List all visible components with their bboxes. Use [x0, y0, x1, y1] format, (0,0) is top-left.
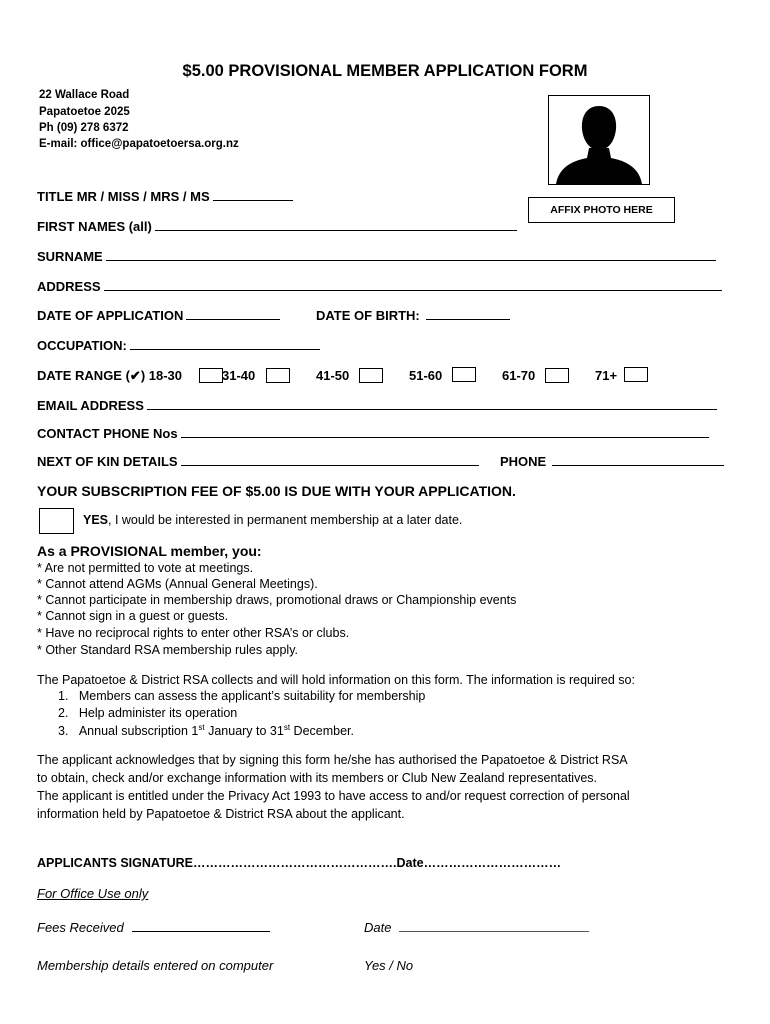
range-51-60-label: 51-60	[409, 368, 443, 383]
signature-field[interactable]: APPLICANTS SIGNATURE………………………………………….Date……………………………	[37, 856, 562, 870]
surname-label: SURNAME	[37, 249, 103, 264]
office-date-field[interactable]	[364, 919, 589, 935]
privacy-intro: The Papatoetoe & District RSA collects and will hold information on this form. The information is required so:	[37, 673, 635, 687]
privacy-paragraph-line: The applicant is entitled under the Privacy Act 1993 to have access to and/or request correction of personal	[37, 789, 630, 803]
yes-no-option[interactable]: Yes / No	[364, 958, 414, 973]
office-date-line	[399, 919, 589, 932]
first-names-line	[155, 218, 517, 231]
next-of-kin-line	[181, 453, 479, 466]
phone-line	[552, 453, 724, 466]
permanent-membership-checkbox[interactable]	[39, 508, 74, 534]
range-31-40-checkbox[interactable]	[266, 368, 290, 383]
range-71-plus-checkbox[interactable]	[624, 367, 648, 382]
occupation-field[interactable]	[37, 337, 320, 353]
fees-received-line	[132, 919, 270, 932]
title-field[interactable]	[37, 188, 293, 204]
email-label: EMAIL ADDRESS	[37, 398, 144, 413]
office-use-heading: For Office Use only	[37, 886, 149, 901]
phone-field[interactable]	[500, 453, 724, 469]
phone-line: Ph (09) 278 6372	[39, 122, 129, 134]
occupation-label: OCCUPATION:	[37, 338, 127, 353]
contact-phone-line	[181, 425, 709, 438]
range-31-40-label: 31-40	[222, 368, 256, 383]
privacy-paragraph-line: to obtain, check and/or exchange information with its members or Club New Zealand representatives.	[37, 771, 598, 785]
person-silhouette-icon	[549, 96, 649, 184]
range-41-50-checkbox[interactable]	[359, 368, 383, 383]
date-birth-field[interactable]	[316, 307, 510, 323]
address-line: Papatoetoe 2025	[39, 106, 130, 118]
contact-phone-label: CONTACT PHONE Nos	[37, 426, 178, 441]
fees-received-field[interactable]	[37, 919, 270, 935]
surname-field[interactable]	[37, 248, 716, 264]
yes-text: , I would be interested in permanent membership at a later date.	[108, 513, 463, 527]
contact-phone-field[interactable]	[37, 425, 709, 441]
email-line	[147, 397, 717, 410]
date-birth-line	[426, 307, 510, 320]
yes-label: YES	[83, 513, 109, 527]
provisional-item: * Cannot participate in membership draws, promotional draws or Championship events	[37, 593, 517, 607]
privacy-list-item: 1. Members can assess the applicant’s suitability for membership	[58, 689, 426, 703]
privacy-list-item: 3. Annual subscription 1st January to 31st December.	[58, 723, 354, 739]
permanent-membership-text	[83, 513, 462, 527]
subscription-notice: YOUR SUBSCRIPTION FEE OF $5.00 IS DUE WITH YOUR APPLICATION.	[37, 483, 516, 499]
date-application-label: DATE OF APPLICATION	[37, 308, 184, 323]
range-41-50-label: 41-50	[316, 368, 350, 383]
date-birth-label: DATE OF BIRTH:	[316, 308, 420, 323]
photo-placeholder	[548, 95, 650, 185]
occupation-line	[130, 337, 320, 350]
date-application-line	[186, 307, 280, 320]
title-line	[213, 188, 293, 201]
range-18-30-checkbox[interactable]	[199, 368, 223, 383]
address-input-line	[104, 278, 722, 291]
provisional-item: * Are not permitted to vote at meetings.	[37, 561, 254, 575]
membership-entered-label: Membership details entered on computer	[37, 958, 274, 973]
phone-label: PHONE	[500, 454, 547, 469]
email-line: E-mail: office@papatoetoersa.org.nz	[39, 138, 239, 150]
provisional-item: * Other Standard RSA membership rules apply.	[37, 643, 299, 657]
first-names-field[interactable]	[37, 218, 517, 234]
surname-line	[106, 248, 716, 261]
fees-received-label: Fees Received	[37, 920, 124, 935]
next-of-kin-field[interactable]	[37, 453, 479, 469]
range-71-plus-label: 71+	[595, 368, 618, 383]
privacy-list-item: 2. Help administer its operation	[58, 706, 238, 720]
privacy-paragraph-line: The applicant acknowledges that by signing this form he/she has authorised the Papatoetoe & District RSA	[37, 753, 628, 767]
privacy-paragraph-line: information held by Papatoetoe & District RSA about the applicant.	[37, 807, 405, 821]
first-names-label: FIRST NAMES (all)	[37, 219, 152, 234]
provisional-heading: As a PROVISIONAL member, you:	[37, 543, 262, 559]
range-51-60-checkbox[interactable]	[452, 367, 476, 382]
office-date-label: Date	[364, 920, 392, 935]
address-label: ADDRESS	[37, 279, 101, 294]
email-field[interactable]	[37, 397, 717, 413]
date-application-field[interactable]	[37, 307, 280, 323]
title-label: TITLE MR / MISS / MRS / MS	[37, 189, 210, 204]
form-title: $5.00 PROVISIONAL MEMBER APPLICATION FORM	[182, 62, 588, 80]
affix-photo-label: AFFIX PHOTO HERE	[528, 197, 675, 223]
address-line: 22 Wallace Road	[39, 89, 130, 101]
provisional-item: * Cannot sign in a guest or guests.	[37, 609, 229, 623]
next-of-kin-label: NEXT OF KIN DETAILS	[37, 454, 178, 469]
range-61-70-checkbox[interactable]	[545, 368, 569, 383]
date-range-label: DATE RANGE (✔) 18-30	[37, 368, 183, 383]
provisional-item: * Cannot attend AGMs (Annual General Meetings).	[37, 577, 318, 591]
provisional-item: * Have no reciprocal rights to enter other RSA’s or clubs.	[37, 626, 350, 640]
address-field[interactable]	[37, 278, 722, 294]
range-61-70-label: 61-70	[502, 368, 536, 383]
